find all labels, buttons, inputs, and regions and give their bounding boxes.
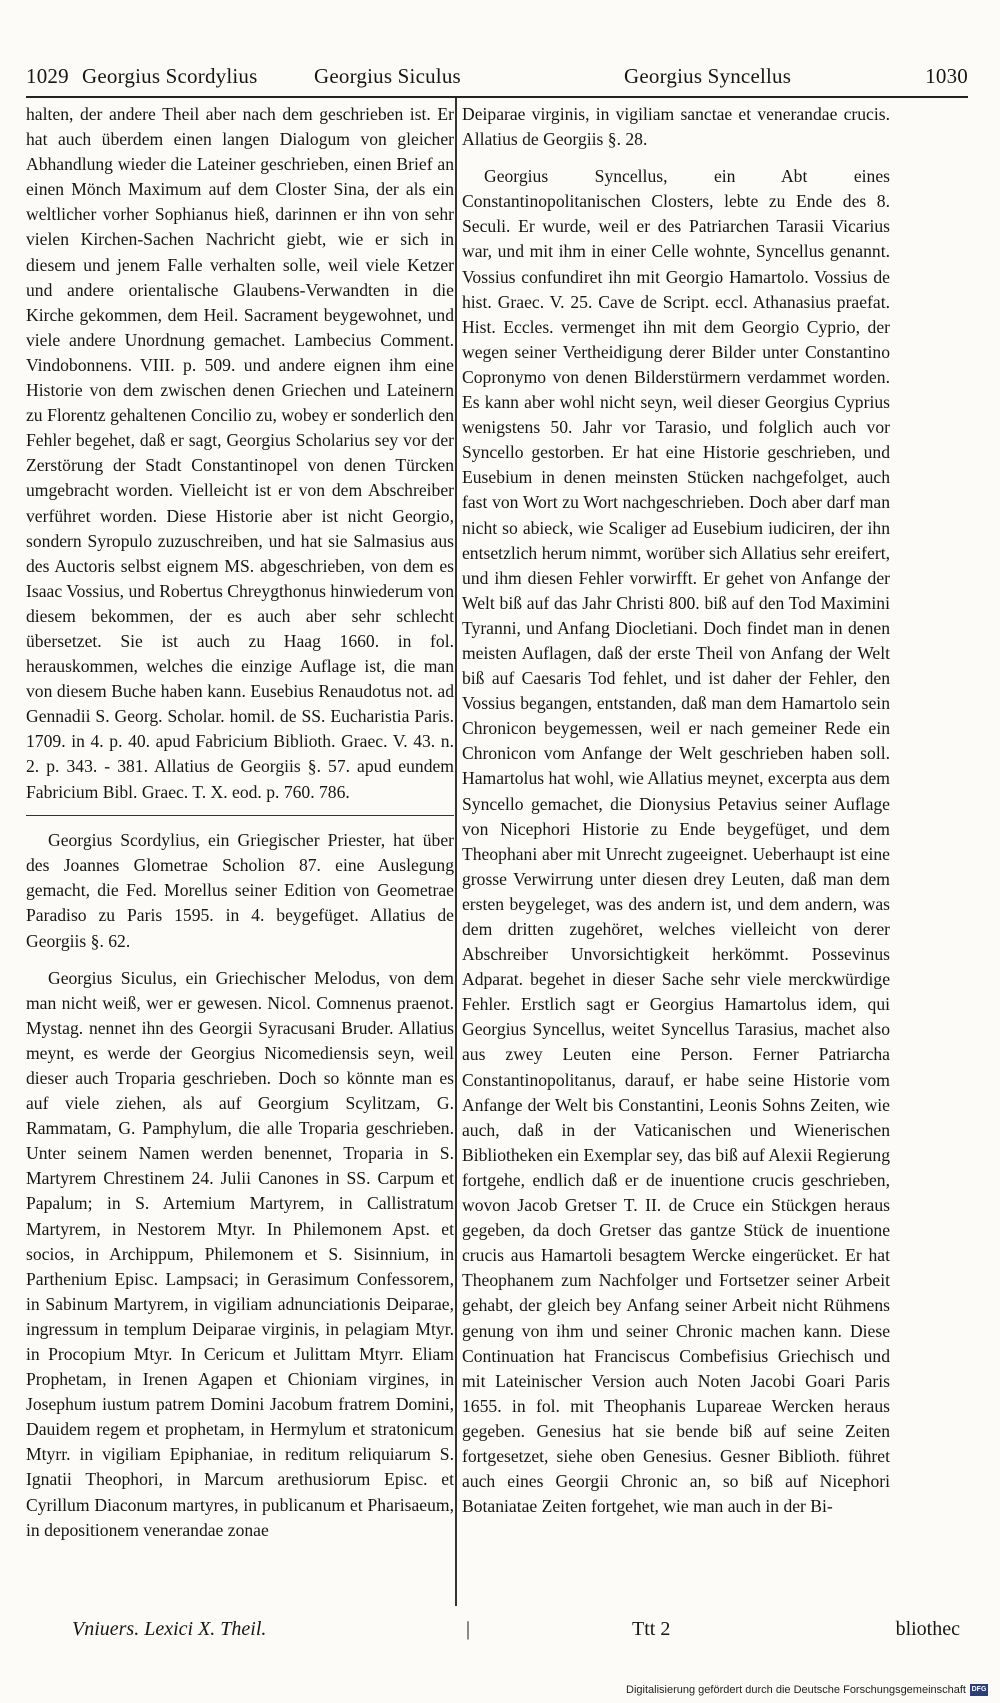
- volume-signature: Vniuers. Lexici X. Theil.: [72, 1618, 267, 1640]
- credit-text: Digitalisierung gefördert durch die Deutsche Forschungsgemeinschaft: [626, 1684, 966, 1696]
- right-column: [462, 102, 890, 1519]
- entry-georgius-siculus: Georgius Siculus, ein Griechischer Melodus, von dem man nicht weiß, wer er gewesen. Nicol. Comnenus praenot. Mystag. nennet ihn des Georgii Syracusani Bruder. Allatius meynt, es werde der Georgius Nicomediensis seyn, weil dieser auch Troparia geschrieben. Doch so könnte man es auf viele ziehen, als auf Georgium Scylitzam, G. Rammatam, G. Pamphylum, die alle Troparia geschrieben. Unter seinem Namen werden benennet, Troparia in S. Martyrem Chrestinem 24. Julii Canones in SS. Carpum et Papalum; in S. Artemium Martyrem, in Callistratum Martyrem, in Nestorem Mtyr. In Philemonem Apst. et socios, in Archippum, Philemonem et S. Sisinnium, in Parthenium Episc. Lampsaci; in Gerasimum Confessorem, in Sabinum Martyrem, in vigiliam adnunciationis Deiparae, ingressum in templum Deiparae virginis, in pelagiam Mtyr. in Procopium Mtyr. In Cericum et Julittam Mtyrr. Eliam Prophetam, in Irenen Agapen et Chioniam virgines, in Josephum iustum patrem Domini Jacobum fratrem Domini, Dauidem regem et prophetam, in Hermylum et stratonicum Mtyrr. in vigiliam Epiphaniae, in reditum reliquiarum S. Ignatii Theophori, in Marcum arethusiorum Episc. et Cyrillum Diaconum martyres, in publicanum et Pharisaeum, in depositionem venerandae zonae: [26, 967, 454, 1540]
- dfg-logo-icon: DFG: [970, 1684, 988, 1696]
- page-footer: [26, 1618, 968, 1648]
- right-paragraph-continuation: Deiparae virginis, in vigiliam sanctae et venerandae crucis. Allatius de Georgiis §. 28.: [462, 104, 890, 150]
- entry-georgius-syncellus: Georgius Syncellus, ein Abt eines Constantinopolitanischen Closters, lebte zu Ende des 8. Seculi. Er wurde, weil er des Patriarchen Tarasii Vicarius war, und mit ihm in einer Celle wohnte, Syncellus genannt. Vossius confundiret ihn mit Georgio Hamartolo. Vossius de hist. Graec. V. 25. Cave de Script. eccl. Athanasius praefat. Hist. Eccles. vermenget ihn mit dem Georgio Cyprio, der wegen seiner Vertheidigung derer Bilder unter Constantino Copronymo von denen Bilderstürmern verdammet worden. Es kann aber wohl nicht seyn, weil dieser Georgius Cyprius wenigstens 50. Jahr vor Tarasio, und folglich auch vor Syncello gestorben. Er hat eine Historie geschrieben, und Eusebium in denen meinsten Stücken nachgefolget, auch fast von Wort zu Wort nachgeschrieben. Doch aber darf man nicht so abieck, wie Scaliger ad Eusebium iudiciren, der ihn entsetzlich herum nimmt, worüber sich Allatius sehr ereifert, und ihm diesen Fehler vorwirfft. Er gehet von Anfange der Welt biß auf das Jahr Christi 800. biß auf den Tod Maximini Tyranni, und Anfang Diocletiani. Doch findet man in denen meisten Auflagen, daß der erste Theil von Anfang der Welt biß auf Caesaris Tod fehlet, und ist daher der Fehler, den Vossius begangen, entstanden, daß man dem Hamartolo sein Chronicon beygemessen, weil er nach gemeiner Rede ein Chronicon vom Anfange der Welt geschrieben haben soll. Hamartolus hat wohl, wie Allatius meynet, excerpta aus dem Syncello gemachet, die Dionysius Petavius seiner Auflage von Nicephori Historie zu Ende beygefüget, und dem Theophani aber mit Unrecht zugeeignet. Ueberhaupt ist eine grosse Verwirrung unter diesen drey Leuten, daß man dem ersten beygeleget, was des andern ist, und dem andern, was dem dritten zugehöret, welches vielleicht von derer Abschreiber Unvorsichtigkeit herkömmt. Possevinus Adparat. begehet in dieser Sache sehr viele merckwürdige Fehler. Erstlich sagt er Georgius Hamartolus idem, qui Georgius Syncellus, weitet Syncellus Tarasius, machet also aus zwey Leuten eine Person. Ferner Patriarcha Constantinopolitanus, darauf, er habe seine Historie vom Anfange der Welt bis Constantini, Leonis Sohns Zeiten, wie auch, daß in der Vaticanischen und Wienerischen Bibliotheken ein Exemplar sey, das biß auf Alexii Regierung fortgehe, endlich daß er de inuentione crucis geschrieben, wovon Jacob Gretser T. II. de Cruce ein Stückgen heraus gegeben, da doch Gretser das gantze Stück de inuentione crucis aus Hamartoli besagtem Wercke eingerücket. Er hat Theophanem zum Nachfolger und Fortsetzer seiner Arbeit gehabt, der gleich bey Anfang seiner Arbeit nicht Rühmens genung von ihm und seiner Chronic machen kann. Diese Continuation hat Franciscus Combefisius Griechisch und mit Lateinischer Version auch Noten Jacobi Goari Paris 1655. in fol. mit Theophanis Lupareae Wercken heraus gegeben. Genesius hat sie bende biß auf seine Zeiten fortgesetzet, siehe oben Genesius. Gesner Biblioth. führet auch eines Georgii Chronic an, so biß auf Nicephori Botaniatae Zeiten fortgehet, wie man auch in der Bi-: [462, 166, 890, 1517]
- left-column: [26, 102, 454, 1543]
- entry-divider: [26, 815, 454, 817]
- page-number-right: 1030: [925, 64, 968, 88]
- running-title-syncellus: Georgius Syncellus: [624, 64, 792, 88]
- running-title-scordylius: Georgius Scordylius: [82, 64, 258, 88]
- running-head: [26, 64, 968, 98]
- footer-tick: |: [466, 1618, 471, 1640]
- sheet-signature: Ttt 2: [632, 1618, 671, 1640]
- column-divider: [455, 98, 457, 1606]
- page-number-left: 1029: [26, 64, 69, 88]
- entry-georgius-scordylius: Georgius Scordylius, ein Griegischer Priester, hat über des Joannes Glometrae Scholion 87. eine Auslegung gemacht, die Fed. Morellus seiner Edition von Geometrae Paradiso zu Paris 1595. in 4. beygefüget. Allatius de Georgiis §. 62.: [26, 830, 454, 951]
- catchword: bliothec: [895, 1618, 960, 1640]
- left-paragraph-continuation: halten, der andere Theil aber nach dem geschrieben ist. Er hat auch überdem einen langen Dialogum von gleicher Abhandlung wieder die Lateiner geschrieben, einen Brief an einen Mönch Maximum auf dem Closter Sina, der als ein weltlicher vorher Sophianus hieß, darinnen er ihn von sehr vielen Kirchen-Sachen Nachricht giebt, wie er sich in diesem und jenem Falle verhalten solle, weil viele Ketzer und andere orientalische Glaubens-Verwandten in die Kirche gekommen, dem Heil. Sacrament beygewohnet, und viele andere Unordnung gemachet. Lambecius Comment. Vindobonnens. VIII. p. 509. und andere eignen ihm eine Historie von dem zwischen denen Griechen und Lateinern zu Florentz gehaltenen Concilio zu, wobey er sonderlich den Fehler begehet, daß er sagt, Georgius Scholarius sey vor der Zerstörung der Stadt Constantinopel von denen Türcken umgebracht worden. Vielleicht ist er von dem Abschreiber verführet worden. Diese Historie aber ist nicht Georgio, sondern Syropulo zuzuschreiben, und hat sie Salmasius aus des Auctoris selbst eignem MS. abgeschrieben, von dem es Isaac Vossius, und Robertus Chreygthonus hinwiederum von diesem bekommen, der es auch aber sehr schlecht übersetzet. Sie ist auch zu Haag 1660. in fol. herauskommen, welches die einzige Auflage ist, die man von diesem Buche haben kann. Eusebius Renaudotus not. ad Gennadii S. Georg. Scholar. homil. de SS. Eucharistia Paris. 1709. in 4. p. 40. apud Fabricium Biblioth. Graec. V. 43. n. 2. p. 343. - 381. Allatius de Georgiis §. 57. apud eundem Fabricium Bibl. Graec. T. X. eod. p. 760. 786.: [26, 104, 454, 802]
- digitization-credit: [626, 1681, 988, 1699]
- header-rule: [26, 96, 968, 98]
- running-title-siculus: Georgius Siculus: [314, 64, 461, 88]
